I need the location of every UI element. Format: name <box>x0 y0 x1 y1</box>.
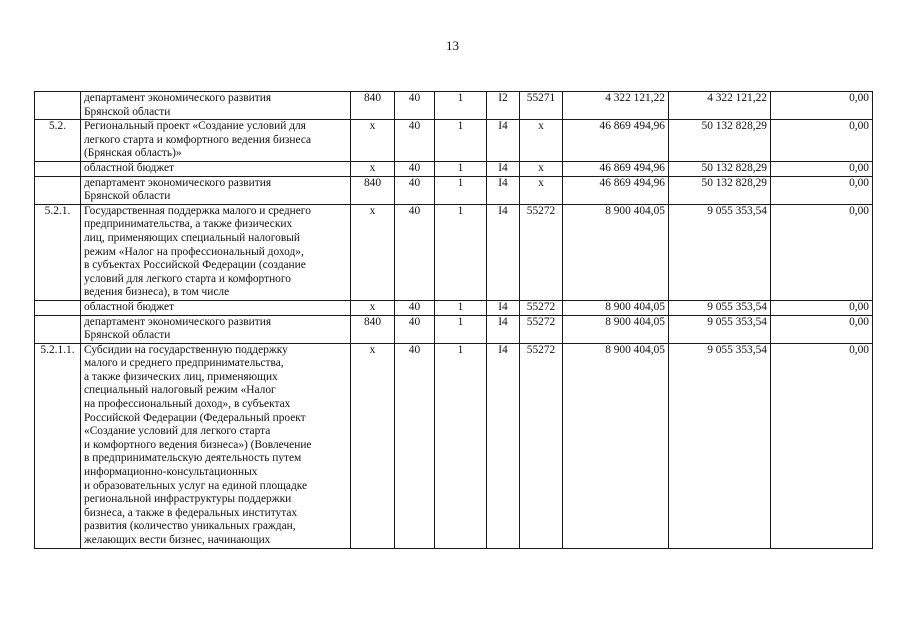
row-number <box>35 161 81 176</box>
code-subprogram: 1 <box>435 343 487 548</box>
amount-2: 50 132 828,29 <box>669 176 771 204</box>
code-program: 40 <box>395 92 435 120</box>
row-name: Субсидии на государственную поддержку малого и среднего предпринимательства, а также физических лиц, применяющих специальный налоговый режим «Налог на профессиональный доход», в субъектах Российской Федерации (Федеральный проект «Создание условий для легкого старта и комфортного ведения бизнеса») (Вовлечение в предпринимательскую деятельность путем информационно-консультационных и образовательных услуг на единой площадке региональной инфраструктуры поддержки бизнеса, а также в федеральных институтах развития (количество уникальных граждан, желающих вести бизнес, начинающих <box>81 343 351 548</box>
code-ministry: 840 <box>351 315 395 343</box>
code-program: 40 <box>395 120 435 162</box>
code-project: I4 <box>487 120 520 162</box>
code-ministry: х <box>351 204 395 300</box>
code-program: 40 <box>395 343 435 548</box>
amount-2: 50 132 828,29 <box>669 161 771 176</box>
amount-2: 9 055 353,54 <box>669 300 771 315</box>
code-ministry: 840 <box>351 92 395 120</box>
table-row <box>35 161 873 176</box>
amount-3: 0,00 <box>771 204 873 300</box>
amount-2: 9 055 353,54 <box>669 315 771 343</box>
amount-3: 0,00 <box>771 315 873 343</box>
row-name: областной бюджет <box>81 161 351 176</box>
row-number: 5.2.1. <box>35 204 81 300</box>
code-subprogram: 1 <box>435 315 487 343</box>
table-row <box>35 92 873 120</box>
code-subprogram: 1 <box>435 204 487 300</box>
amount-1: 8 900 404,05 <box>563 204 669 300</box>
code-ministry: х <box>351 161 395 176</box>
row-name: Государственная поддержка малого и среднего предпринимательства, а также физических лиц, применяющих специальный налоговый режим «Налог на профессиональный доход», в субъектах Российской Федерации (создание условий для легкого старта и комфортного ведения бизнеса), в том числе <box>81 204 351 300</box>
code-subprogram: 1 <box>435 176 487 204</box>
code-project: I4 <box>487 161 520 176</box>
code-ministry: х <box>351 343 395 548</box>
amount-3: 0,00 <box>771 176 873 204</box>
code-direction: 55272 <box>520 343 563 548</box>
row-name: департамент экономического развития Брянской области <box>81 92 351 120</box>
table-row <box>35 300 873 315</box>
amount-2: 50 132 828,29 <box>669 120 771 162</box>
code-project: I4 <box>487 300 520 315</box>
code-project: I2 <box>487 92 520 120</box>
amount-3: 0,00 <box>771 300 873 315</box>
code-ministry: х <box>351 120 395 162</box>
code-subprogram: 1 <box>435 92 487 120</box>
code-program: 40 <box>395 161 435 176</box>
row-number <box>35 92 81 120</box>
amount-1: 8 900 404,05 <box>563 315 669 343</box>
table-row <box>35 120 873 162</box>
code-project: I4 <box>487 315 520 343</box>
table-row <box>35 204 873 300</box>
code-program: 40 <box>395 204 435 300</box>
row-name: департамент экономического развития Брянской области <box>81 315 351 343</box>
amount-1: 46 869 494,96 <box>563 161 669 176</box>
table-row <box>35 343 873 548</box>
code-direction: 55271 <box>520 92 563 120</box>
code-project: I4 <box>487 176 520 204</box>
code-project: I4 <box>487 204 520 300</box>
amount-2: 9 055 353,54 <box>669 204 771 300</box>
row-name: Региональный проект «Создание условий для легкого старта и комфортного ведения бизнеса (Брянская область)» <box>81 120 351 162</box>
code-program: 40 <box>395 300 435 315</box>
amount-3: 0,00 <box>771 120 873 162</box>
amount-1: 8 900 404,05 <box>563 343 669 548</box>
row-number <box>35 176 81 204</box>
amount-1: 46 869 494,96 <box>563 176 669 204</box>
row-number <box>35 315 81 343</box>
code-direction: 55272 <box>520 315 563 343</box>
row-number: 5.2.1.1. <box>35 343 81 548</box>
amount-1: 46 869 494,96 <box>563 120 669 162</box>
table-row <box>35 176 873 204</box>
budget-table <box>34 91 873 549</box>
code-program: 40 <box>395 176 435 204</box>
amount-1: 8 900 404,05 <box>563 300 669 315</box>
code-ministry: х <box>351 300 395 315</box>
amount-2: 4 322 121,22 <box>669 92 771 120</box>
row-name: областной бюджет <box>81 300 351 315</box>
code-project: I4 <box>487 343 520 548</box>
code-direction: х <box>520 161 563 176</box>
amount-2: 9 055 353,54 <box>669 343 771 548</box>
row-number: 5.2. <box>35 120 81 162</box>
code-direction: х <box>520 120 563 162</box>
row-number <box>35 300 81 315</box>
table-row <box>35 315 873 343</box>
code-direction: 55272 <box>520 204 563 300</box>
code-subprogram: 1 <box>435 300 487 315</box>
amount-3: 0,00 <box>771 343 873 548</box>
code-subprogram: 1 <box>435 120 487 162</box>
amount-3: 0,00 <box>771 92 873 120</box>
code-ministry: 840 <box>351 176 395 204</box>
code-direction: х <box>520 176 563 204</box>
code-direction: 55272 <box>520 300 563 315</box>
amount-3: 0,00 <box>771 161 873 176</box>
code-subprogram: 1 <box>435 161 487 176</box>
amount-1: 4 322 121,22 <box>563 92 669 120</box>
page-number: 13 <box>446 38 459 53</box>
row-name: департамент экономического развития Брянской области <box>81 176 351 204</box>
code-program: 40 <box>395 315 435 343</box>
